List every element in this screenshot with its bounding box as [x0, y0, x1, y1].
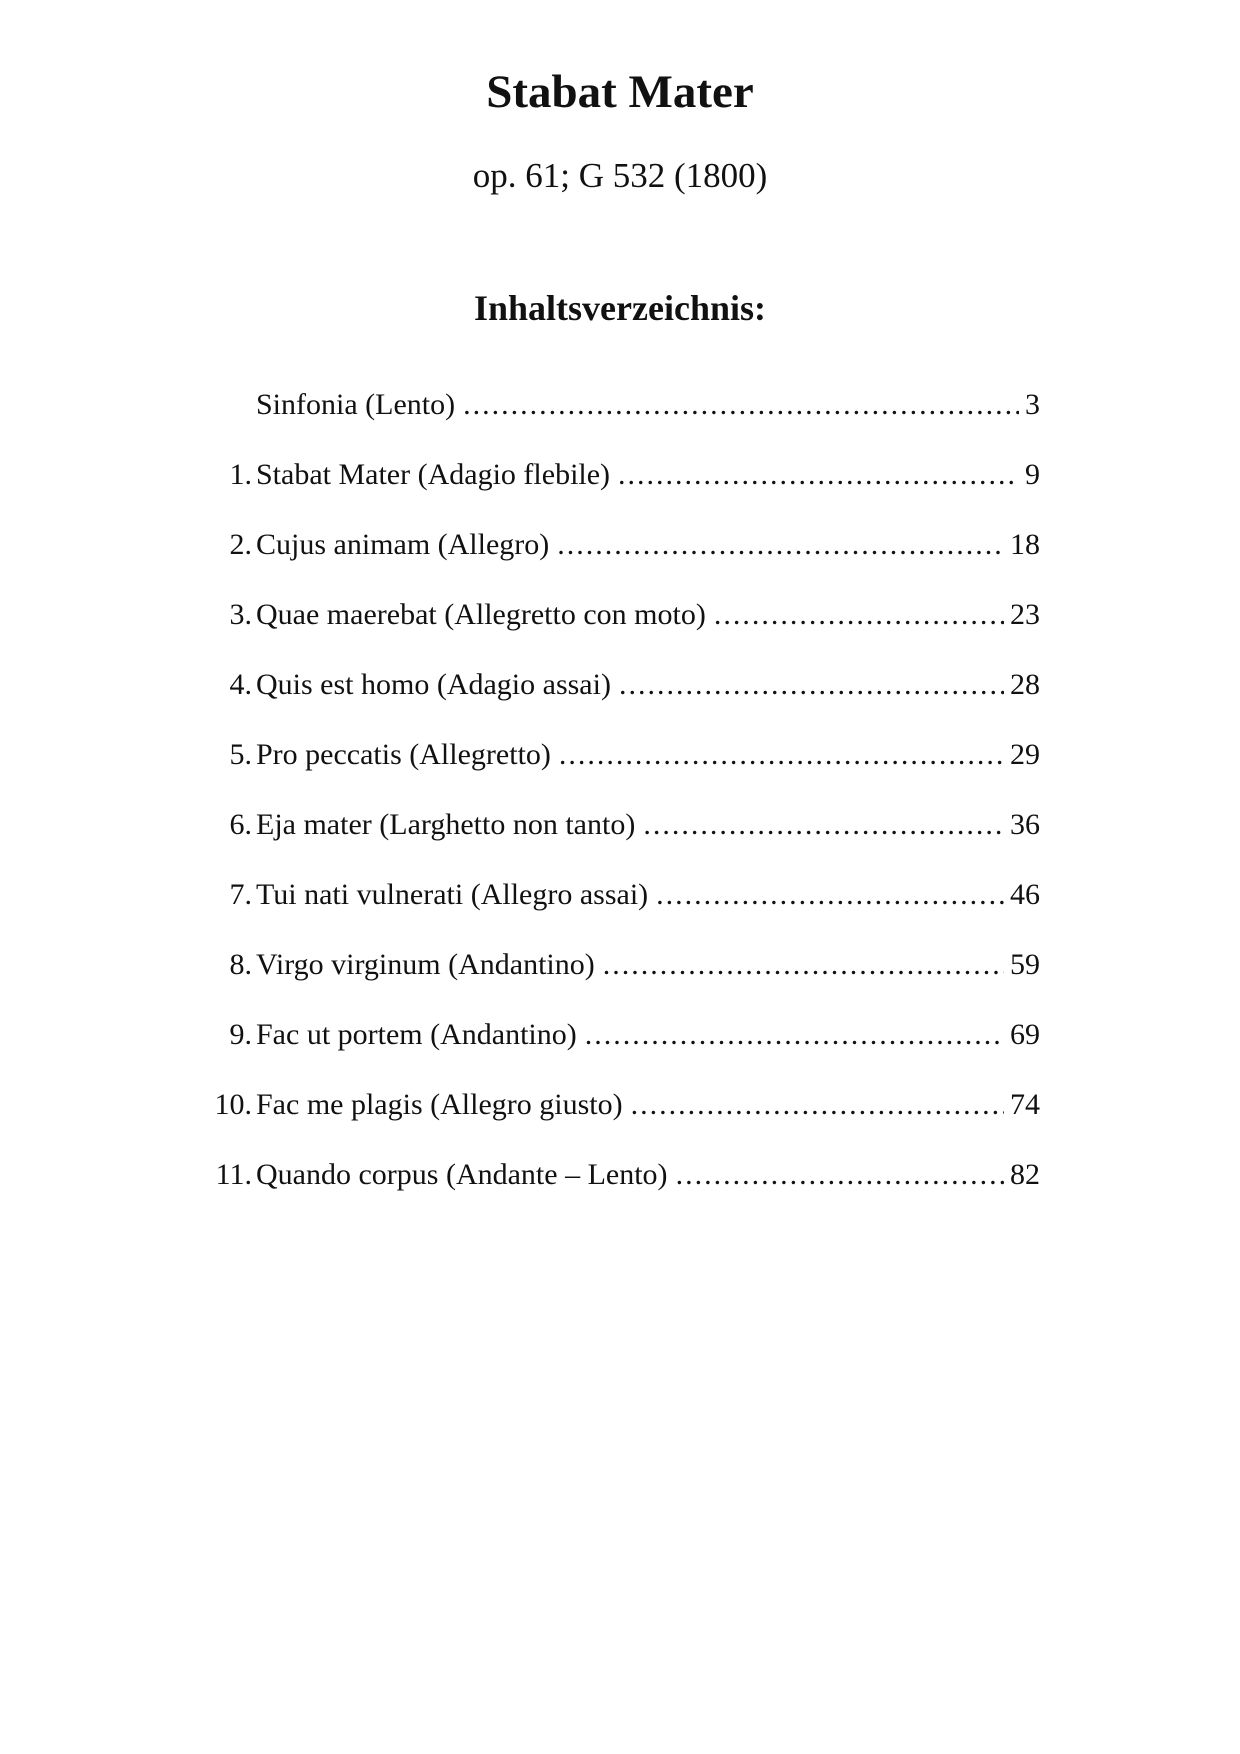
toc-entry-number: 7. — [229, 878, 252, 911]
toc-entry-number: 6. — [229, 808, 252, 841]
toc-entry-1[interactable] — [200, 455, 1040, 525]
toc-entry-title: Virgo virginum (Andantino) — [256, 948, 595, 981]
toc-entry-page: 69 — [1010, 1018, 1040, 1051]
toc-entry-4[interactable] — [200, 665, 1040, 735]
toc-entry-10[interactable] — [200, 1085, 1040, 1155]
toc-entry-title: Quando corpus (Andante – Lento) — [256, 1158, 668, 1191]
toc-entry-number: 2. — [229, 528, 252, 561]
toc-dot-leader — [631, 1085, 1004, 1125]
toc-entry-number: 1. — [229, 458, 252, 491]
table-of-contents — [200, 385, 1040, 1225]
toc-dot-leader — [714, 595, 1004, 635]
document-title: Stabat Mater — [486, 66, 754, 118]
toc-entry-3[interactable] — [200, 595, 1040, 665]
toc-entry-page: 59 — [1010, 948, 1040, 981]
toc-entry-number: 3. — [229, 598, 252, 631]
toc-dot-leader — [656, 875, 1004, 915]
toc-entry-page: 28 — [1010, 668, 1040, 701]
toc-dot-leader — [463, 385, 1019, 425]
toc-entry-title: Cujus animam (Allegro) — [256, 528, 550, 561]
toc-entry-page: 36 — [1010, 808, 1040, 841]
toc-entry-number: 8. — [229, 948, 252, 981]
toc-entry-page: 3 — [1025, 388, 1040, 421]
toc-entry-title: Quae maerebat (Allegretto con moto) — [256, 598, 706, 631]
toc-dot-leader — [603, 945, 1004, 985]
toc-entry-title: Eja mater (Larghetto non tanto) — [256, 808, 636, 841]
toc-entry-title: Fac me plagis (Allegro giusto) — [256, 1088, 623, 1121]
toc-entry-title: Stabat Mater (Adagio flebile) — [256, 458, 611, 491]
toc-entry-title: Quis est homo (Adagio assai) — [256, 668, 611, 701]
toc-entry-11[interactable] — [200, 1155, 1040, 1225]
toc-entry-page: 23 — [1010, 598, 1040, 631]
toc-dot-leader — [618, 455, 1019, 495]
toc-entry-page: 18 — [1010, 528, 1040, 561]
toc-dot-leader — [559, 735, 1004, 775]
toc-entry-page: 29 — [1010, 738, 1040, 771]
toc-entry-page: 46 — [1010, 878, 1040, 911]
toc-entry-6[interactable] — [200, 805, 1040, 875]
toc-entry-8[interactable] — [200, 945, 1040, 1015]
toc-entry-title: Sinfonia (Lento) — [256, 388, 456, 421]
toc-entry-page: 74 — [1010, 1088, 1040, 1121]
toc-entry-title: Tui nati vulnerati (Allegro assai) — [256, 878, 649, 911]
toc-entry-2[interactable] — [200, 525, 1040, 595]
toc-entry-9[interactable] — [200, 1015, 1040, 1085]
toc-dot-leader — [585, 1015, 1004, 1055]
toc-entry-7[interactable] — [200, 875, 1040, 945]
toc-dot-leader — [557, 525, 1004, 565]
toc-entry-sinfonia[interactable] — [200, 385, 1040, 455]
document-subtitle: op. 61; G 532 (1800) — [472, 156, 768, 195]
toc-entry-number: 9. — [229, 1018, 252, 1051]
toc-entry-number: 11. — [215, 1158, 252, 1191]
toc-dot-leader — [643, 805, 1004, 845]
toc-entry-number: 4. — [229, 668, 252, 701]
toc-entry-title: Fac ut portem (Andantino) — [256, 1018, 577, 1051]
toc-entry-page: 9 — [1025, 458, 1040, 491]
toc-entry-number: 5. — [229, 738, 252, 771]
toc-dot-leader — [619, 665, 1004, 705]
toc-entry-title: Pro peccatis (Allegretto) — [256, 738, 551, 771]
toc-dot-leader — [676, 1155, 1004, 1195]
toc-heading: Inhaltsverzeichnis: — [474, 288, 766, 328]
toc-entry-page: 82 — [1010, 1158, 1040, 1191]
toc-entry-5[interactable] — [200, 735, 1040, 805]
toc-entry-number: 10. — [214, 1088, 252, 1121]
